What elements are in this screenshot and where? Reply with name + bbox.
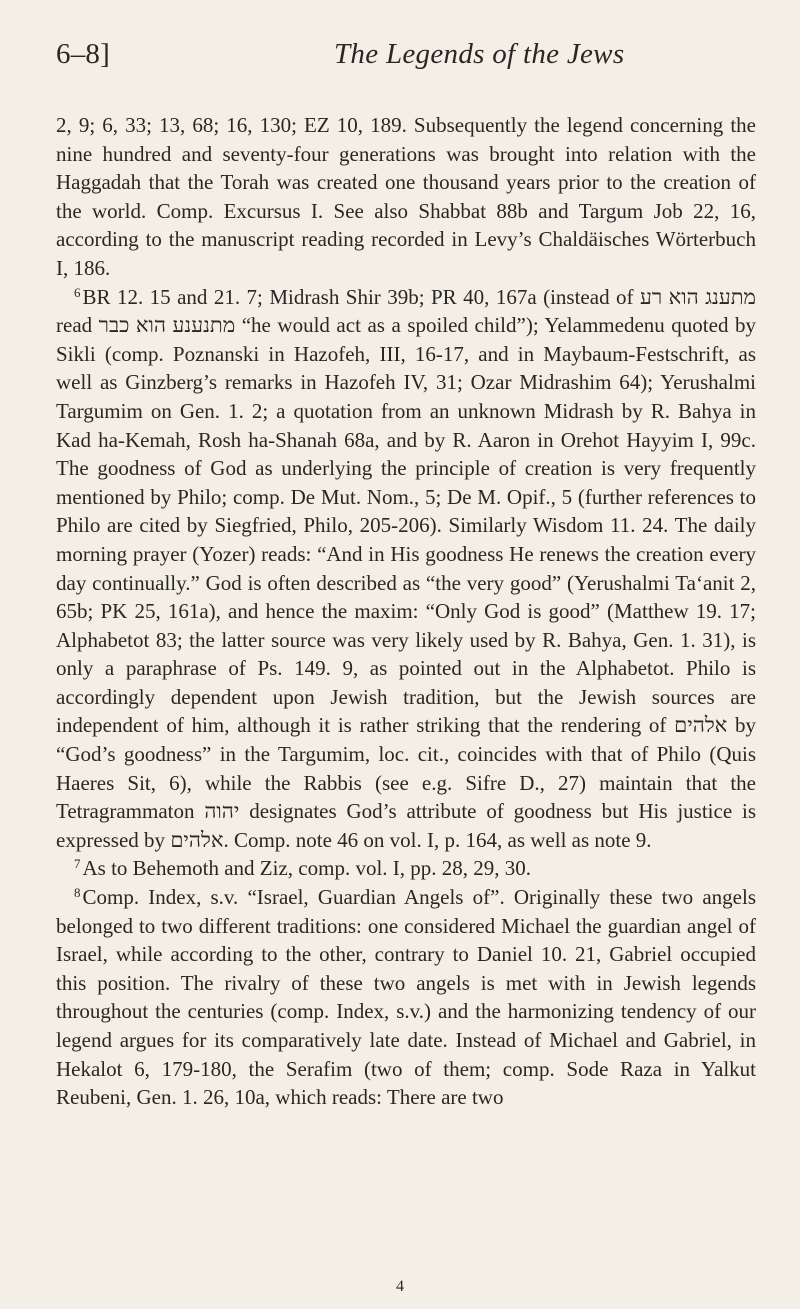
footnote-number: 6 xyxy=(74,284,81,300)
footnote-number: 7 xyxy=(74,856,81,872)
running-title: The Legends of the Jews xyxy=(334,38,625,70)
footnote-text: As to Behemoth and Ziz, comp. vol. I, pp. 28, 29, 30. xyxy=(82,856,532,881)
footnote-text: BR 12. 15 and 21. 7; Midrash Shir 39b; PR 40, 167a (instead of מתענג הוא רע read מתנענע הוא כבר “he would act as a spoiled child”); Yelammedenu quoted by Sikli (comp. Poznanski in Hazofeh, III, 16-17, and in Maybaum-Festschrift, as well as Ginzberg’s remarks in Hazofeh IV, 31; Ozar Midrashim 64); Yerushalmi Targumim on Gen. 1. 2; a quotation from an unknown Midrash by R. Bahya in Kad ha-Kemah, Rosh ha-Shanah 68a, and by R. Aaron in Orehot Hayyim I, 99c. The goodness of God as underlying the principle of creation is very frequently mentioned by Philo; comp. De Mut. Nom., 5; De M. Opif., 5 (further references to Philo are cited by Siegfried, Philo, 205-206). Similarly Wisdom 11. 24. The daily morning prayer (Yozer) reads: “And in His goodness He renews the creation every day continually.” God is often described as “the very good” (Yerushalmi Ta‘anit 2, 65b; PK 25, 161a), and hence the maxim: “Only God is good” (Matthew 19. 17; Alphabetot 83; the latter source was very likely used by R. Bahya, Gen. 1. 31), is only a paraphrase of Ps. 149. 9, as pointed out in the Alphabetot. Philo is accordingly dependent upon Jewish tradition, but the Jewish sources are independent of him, although it is rather striking that the rendering of אלהים by “God’s goodness” in the Targumim, loc. cit., coincides with that of Philo (Quis Haeres Sit, 6), while the Rabbis (see e.g. Sifre D., 27) maintain that the Tetragrammaton יהוה designates God’s attribute of goodness but His justice is expressed by אלהים. Comp. note 46 on vol. I, p. 164, as well as note 9. xyxy=(56,284,756,852)
footnote-8 xyxy=(56,883,756,1112)
page-range: 6–8] xyxy=(56,38,110,70)
footnote-7 xyxy=(56,854,756,883)
footnote-number: 8 xyxy=(74,885,81,901)
running-header xyxy=(56,38,746,78)
continued-paragraph: 2, 9; 6, 33; 13, 68; 16, 130; EZ 10, 189. Subsequently the legend concerning the nine hundred and seventy-four generations was brought into relation with the Haggadah that the Torah was created one thousand years prior to the creation of the world. Comp. Excursus I. See also Shabbat 88b and Targum Job 22, 16, according to the manuscript reading recorded in Levy’s Chaldäisches Wörterbuch I, 186. xyxy=(56,113,756,280)
footnote-text: Comp. Index, s.v. “Israel, Guardian Angels of”. Originally these two angels belonged to two different traditions: one considered Michael the guardian angel of Israel, while according to the other, contrary to Daniel 10. 21, Gabriel occupied this position. The rivalry of these two angels is met with in Jewish legends throughout the centuries (comp. Index, s.v.) and the harmonizing tendency of our legend argues for its comparatively late date. Instead of Michael and Gabriel, in Hekalot 6, 179-180, the Serafim (two of them; comp. Sode Raza in Yalkut Reubeni, Gen. 1. 26, 10a, which reads: There are two xyxy=(56,885,756,1110)
footnote-6 xyxy=(56,283,756,855)
text-body xyxy=(56,111,756,1112)
folio-number: 4 xyxy=(396,1278,404,1295)
